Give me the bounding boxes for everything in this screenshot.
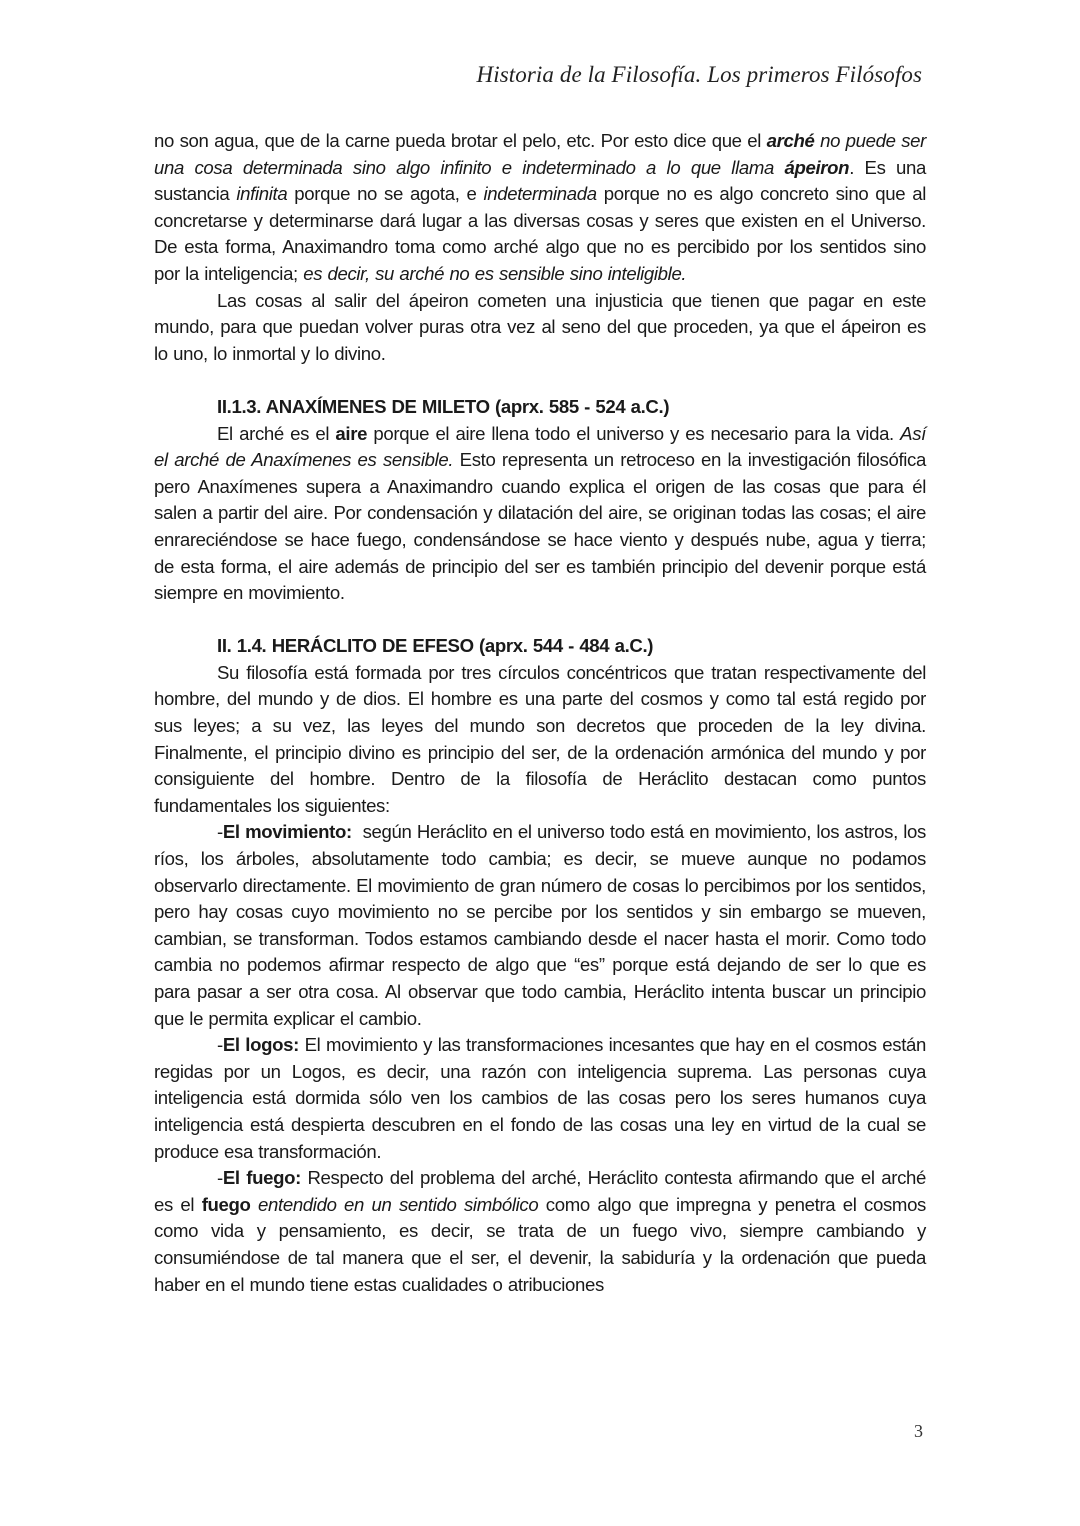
spacer: [154, 607, 926, 634]
bold-fuego: fuego: [201, 1193, 251, 1215]
point-movimiento: [154, 819, 932, 1032]
text: . Es una sustancia: [154, 156, 926, 205]
page-number: 3: [914, 1421, 923, 1441]
paragraph-injusticia: Las cosas al salir del ápeiron cometen una injusticia que tienen que pagar en este mundo, para que puedan volver puras otra vez al seno del que proceden, ya que el ápeiron es lo uno, lo inmortal y lo divino.: [154, 289, 926, 364]
section-heading-heraclito: II. 1.4. HERÁCLITO DE EFESO (aprx. 544 - 484 a.C.): [217, 635, 654, 657]
point-text: Respecto del problema del arché, Heráclito contesta afirmando que el arché es el: [154, 1167, 926, 1215]
running-header: Historia de la Filosofía. Los primeros Filósofos: [476, 62, 922, 87]
dash: -: [217, 1034, 223, 1056]
section-heading-anaximenes: II.1.3. ANAXÍMENES DE MILETO (aprx. 585 - 524 a.C.): [217, 395, 670, 417]
paragraph-anaximenes-aire: [154, 421, 926, 607]
italic-sensible: Así el arché de Anaxímenes es sensible.: [154, 422, 926, 471]
point-label: El logos:: [222, 1034, 299, 1056]
point-text: El movimiento y las transformaciones incesantes que hay en el cosmos están regidas por un Logos, es decir, una razón con inteligencia suprema. Las personas cuya inteligencia está dormida sólo ven los cambios de las cosas pero los seres humanos cuya inteligencia está despierta descubren en el fondo de las cosas una ley en virtud de la cual se produce esa transformación.: [154, 1034, 926, 1162]
emphasis-apeiron: ápeiron: [784, 156, 850, 178]
paragraph-anaximandro-apeiron: [154, 128, 926, 288]
point-text: como algo que impregna y penetra el cosmos como vida y pensamiento, es decir, se trata de un fuego vivo, siempre cambiando y consumiéndose de tal manera que el ser, el devenir, la sabiduría y la ordenación que pueda haber en el mundo tiene estas cualidades o atribuciones: [154, 1193, 927, 1295]
dash: -: [217, 1167, 223, 1189]
bold-aire: aire: [335, 422, 368, 444]
point-label: El movimiento:: [222, 821, 352, 843]
paragraph-heraclito-intro: Su filosofía está formada por tres círculos concéntricos que tratan respectivamente del hombre, del mundo y de dios. El hombre es una parte del cosmos y como tal está regido por sus leyes; a su vez, las leyes del mundo son decretos que proceden de la ley divina. Finalmente, el principio divino es principio del ser, de la ordenación armónica del mundo y por consiguiente del hombre. Dentro de la filosofía de Heráclito destacan como puntos fundamentales los siguientes:: [154, 661, 926, 816]
point-label: El fuego:: [222, 1167, 301, 1189]
text: porque el aire llena todo el universo y es necesario para la vida.: [367, 422, 901, 444]
italic-simbolico: entendido en un sentido simbólico: [250, 1193, 539, 1215]
italic-indeterminada: indeterminada: [483, 183, 597, 205]
text: El arché es el: [217, 422, 336, 444]
text: porque no es algo concreto sino que al concretarse y determinarse dará lugar a las diversas cosas y seres que existen en el Universo. De esta forma, Anaximandro toma como arché algo que no es percibido por los sentidos sino por la inteligencia;: [154, 183, 927, 284]
text: porque no se agota, e: [287, 183, 484, 205]
italic-text: no puede ser una cosa determinada sino algo infinito e indeterminado a lo que llama: [154, 130, 926, 178]
point-fuego: [154, 1165, 926, 1298]
dash: -: [217, 821, 223, 843]
point-text: según Heráclito en el universo todo está en movimiento, los astros, los ríos, los árboles, absolutamente todo cambia; es decir, se mueve aunque no podamos observarlo directamente. El movimiento de gran número de cosas lo percibimos por los sentidos, pero hay cosas cuyo movimiento no se percibe por los sentidos y sin embargo se mueven, cambian, se transforman. Todos estamos cambiando desde el nacer hasta el morir. Como todo cambia no podemos afirmar respecto de algo que “es” porque está dejando de ser lo que es para pasar a ser otra cosa. Al observar que todo cambia, Heráclito intenta buscar un principio que le permita explicar el cambio.: [154, 821, 932, 1029]
text: Esto representa un retroceso en la investigación filosófica pero Anaxímenes supera a Anaximandro cuando explica el origen de las cosas que para él salen a partir del aire. Por condensación y dilatación del aire, se originan todas las cosas; el aire enrareciéndose se hace fuego, condensándose se hace viento y después nube, agua y tierra; de esta forma, el aire además de principio del ser es también principio del devenir porque está siempre en movimiento.: [154, 449, 926, 604]
italic-conclusion: es decir, su arché no es sensible sino inteligible.: [303, 262, 687, 284]
point-logos: [154, 1032, 926, 1165]
spacer: [154, 367, 926, 394]
page-body: [154, 128, 932, 1298]
text: no son agua, que de la carne pueda brotar el pelo, etc. Por esto dice que el: [154, 130, 767, 151]
italic-infinita: infinita: [236, 183, 288, 205]
emphasis-arche: arché: [766, 130, 815, 151]
